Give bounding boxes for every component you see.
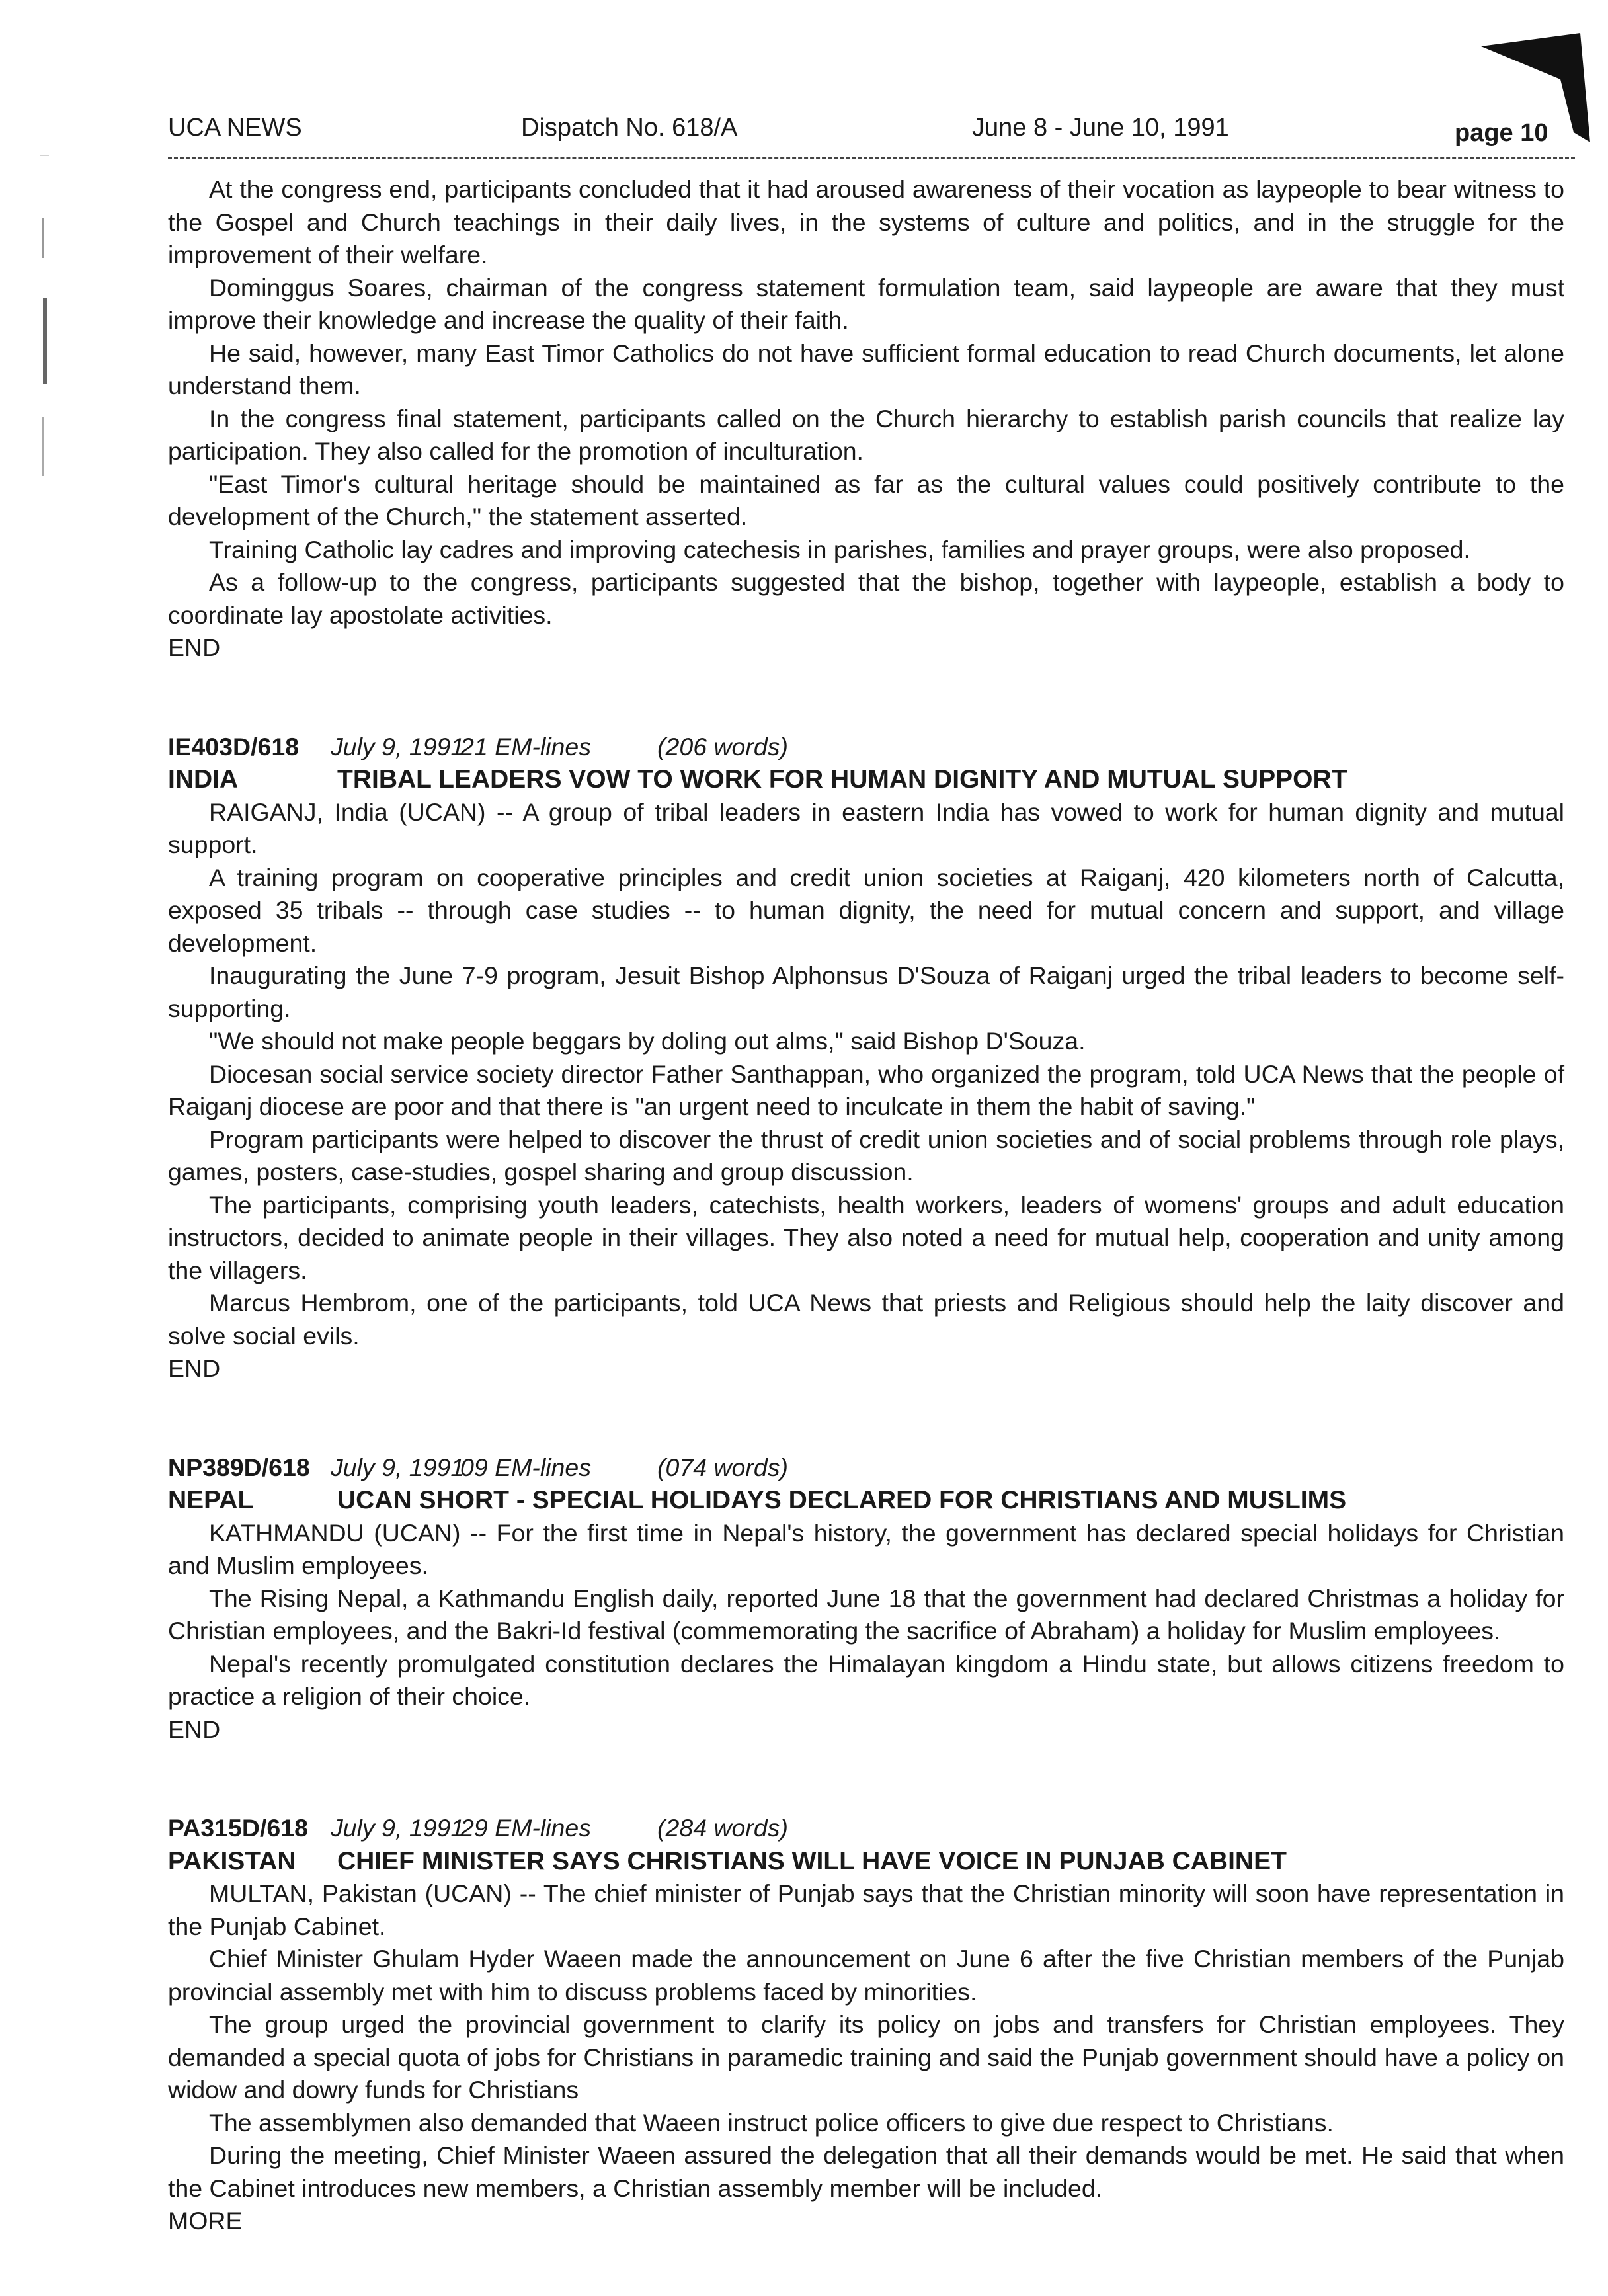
story-title: TRIBAL LEADERS VOW TO WORK FOR HUMAN DIGNITY AND MUTUAL SUPPORT bbox=[337, 765, 1347, 794]
paragraph: The assemblymen also demanded that Waeen instruct police officers to give due respect to Christians. bbox=[209, 2108, 1334, 2137]
story-slug: PA315D/618 bbox=[168, 1814, 308, 1842]
story-meta bbox=[168, 1812, 1564, 1845]
paragraph: The group urged the provincial government to clarify its policy on jobs and transfers for Christian employees. They demanded a special quota of jobs for Christians in paramedic training and said the Punjab government should have a policy on widow and dowry funds for Christians bbox=[168, 2010, 1564, 2104]
story-headline bbox=[168, 1845, 1564, 1878]
paragraph: During the meeting, Chief Minister Waeen assured the delegation that all their demands would be met. He said that when the Cabinet introduces new members, a Christian assembly member will be included. bbox=[168, 2141, 1564, 2202]
story-pakistan bbox=[168, 1812, 1564, 2238]
paragraph: Inaugurating the June 7-9 program, Jesuit Bishop Alphonsus D'Souza of Raiganj urged the tribal leaders to become self-supporting. bbox=[168, 962, 1564, 1022]
paragraph: Chief Minister Ghulam Hyder Waeen made the announcement on June 6 after the five Christian members of the Punjab provincial assembly met with him to discuss problems faced by minorities. bbox=[168, 1945, 1564, 2006]
story-em-lines: 21 EM-lines bbox=[460, 732, 591, 760]
story-word-count: (074 words) bbox=[657, 1453, 788, 1481]
story-country: NEPAL bbox=[168, 1486, 254, 1514]
story-date: July 9, 1991 bbox=[331, 1453, 465, 1481]
paragraph: Training Catholic lay cadres and improving catechesis in parishes, families and prayer groups, were also proposed. bbox=[209, 535, 1470, 563]
end-marker: END bbox=[168, 1715, 221, 1743]
paragraph: In the congress final statement, participants called on the Church hierarchy to establish parish councils that realize lay participation. They also called for the promotion of inculturation. bbox=[168, 404, 1564, 465]
story-slug: IE403D/618 bbox=[168, 732, 300, 760]
story-headline bbox=[168, 763, 1564, 796]
story-title: CHIEF MINISTER SAYS CHRISTIANS WILL HAVE VOICE IN PUNJAB CABINET bbox=[337, 1846, 1287, 1875]
more-marker: MORE bbox=[168, 2207, 243, 2234]
story-slug: NP389D/618 bbox=[168, 1453, 310, 1481]
paragraph: At the congress end, participants concluded that it had aroused awareness of their vocation as laypeople to bear witness to the Gospel and Church teachings in their daily lives, in the systems of culture and politics, and in the struggle for the improvement of their welfare. bbox=[168, 175, 1564, 268]
story-meta bbox=[168, 1452, 1564, 1485]
lead-story-continuation bbox=[168, 173, 1564, 665]
date-range: June 8 - June 10, 1991 bbox=[972, 114, 1229, 142]
paragraph: Program participants were helped to discover the thrust of credit union societies and of social problems through role plays, games, posters, case-studies, gospel sharing and group discussion. bbox=[168, 1125, 1564, 1186]
page-number: page 10 bbox=[1455, 119, 1548, 147]
paragraph: Diocesan social service society director Father Santhappan, who organized the program, told UCA News that the people of Raiganj diocese are poor and that there is "an urgent need to inculcate in them the habit of saving." bbox=[168, 1059, 1564, 1120]
story-meta bbox=[168, 731, 1564, 764]
paragraph: MULTAN, Pakistan (UCAN) -- The chief minister of Punjab says that the Christian minority will soon have representation in the Punjab Cabinet. bbox=[168, 1879, 1564, 1940]
end-marker: END bbox=[168, 1354, 221, 1382]
scan-mark-icon bbox=[40, 151, 49, 160]
paragraph: Nepal's recently promulgated constitution declares the Himalayan kingdom a Hindu state, but allows citizens freedom to practice a religion of their choice. bbox=[168, 1649, 1564, 1710]
story-headline bbox=[168, 1484, 1564, 1517]
story-country: INDIA bbox=[168, 765, 239, 794]
paragraph: As a follow-up to the congress, participants suggested that the bishop, together with laypeople, establish a body to coordinate lay apostolate activities. bbox=[168, 568, 1564, 629]
page-header bbox=[168, 114, 1563, 160]
publication-name: UCA NEWS bbox=[168, 114, 302, 142]
paragraph: The Rising Nepal, a Kathmandu English daily, reported June 18 that the government had declared Christmas a holiday for Christian employees, and the Bakri-Id festival (commemorating the sacrifice of Abraham) a holiday for Muslim employees. bbox=[168, 1584, 1564, 1645]
story-em-lines: 29 EM-lines bbox=[460, 1814, 591, 1842]
corner-triangle-icon bbox=[1481, 33, 1593, 145]
story-country: PAKISTAN bbox=[168, 1846, 296, 1875]
paragraph: He said, however, many East Timor Catholics do not have sufficient formal education to read Church documents, let alone understand them. bbox=[168, 339, 1564, 399]
paragraph: RAIGANJ, India (UCAN) -- A group of tribal leaders in eastern India has vowed to work for human dignity and mutual support. bbox=[168, 798, 1564, 858]
paragraph: KATHMANDU (UCAN) -- For the first time in Nepal's history, the government has declared special holidays for Christian and Muslim employees. bbox=[168, 1518, 1564, 1579]
story-em-lines: 09 EM-lines bbox=[460, 1453, 591, 1481]
scan-mark-icon bbox=[40, 198, 49, 503]
paragraph: Dominggus Soares, chairman of the congress statement formulation team, said laypeople are aware that they must improve their knowledge and increase the quality of their faith. bbox=[168, 273, 1564, 334]
dispatch-number: Dispatch No. 618/A bbox=[521, 114, 738, 142]
story-title: UCAN SHORT - SPECIAL HOLIDAYS DECLARED FOR CHRISTIANS AND MUSLIMS bbox=[337, 1486, 1347, 1514]
paragraph: The participants, comprising youth leaders, catechists, health workers, leaders of womens' groups and adult education instructors, decided to animate people in their villages. They also noted a need for mutual help, cooperation and unity among the villagers. bbox=[168, 1190, 1564, 1284]
story-date: July 9, 1991 bbox=[331, 732, 465, 760]
story-india bbox=[168, 731, 1564, 1385]
paragraph: "East Timor's cultural heritage should be maintained as far as the cultural values could positively contribute to the development of the Church," the statement asserted. bbox=[168, 470, 1564, 530]
paragraph: A training program on cooperative principles and credit union societies at Raiganj, 420 kilometers north of Calcutta, exposed 35 tribals -- through case studies -- to human dignity, the need for mutual concern and support, and village development. bbox=[168, 863, 1564, 957]
header-rule bbox=[168, 157, 1575, 159]
article-column bbox=[168, 173, 1564, 2238]
paragraph: "We should not make people beggars by doling out alms," said Bishop D'Souza. bbox=[209, 1027, 1086, 1055]
story-nepal bbox=[168, 1452, 1564, 1746]
end-marker: END bbox=[168, 634, 221, 661]
story-word-count: (284 words) bbox=[657, 1814, 788, 1842]
story-date: July 9, 1991 bbox=[331, 1814, 465, 1842]
paragraph: Marcus Hembrom, one of the participants, told UCA News that priests and Religious should help the laity discover and solve social evils. bbox=[168, 1289, 1564, 1350]
story-word-count: (206 words) bbox=[657, 732, 788, 760]
